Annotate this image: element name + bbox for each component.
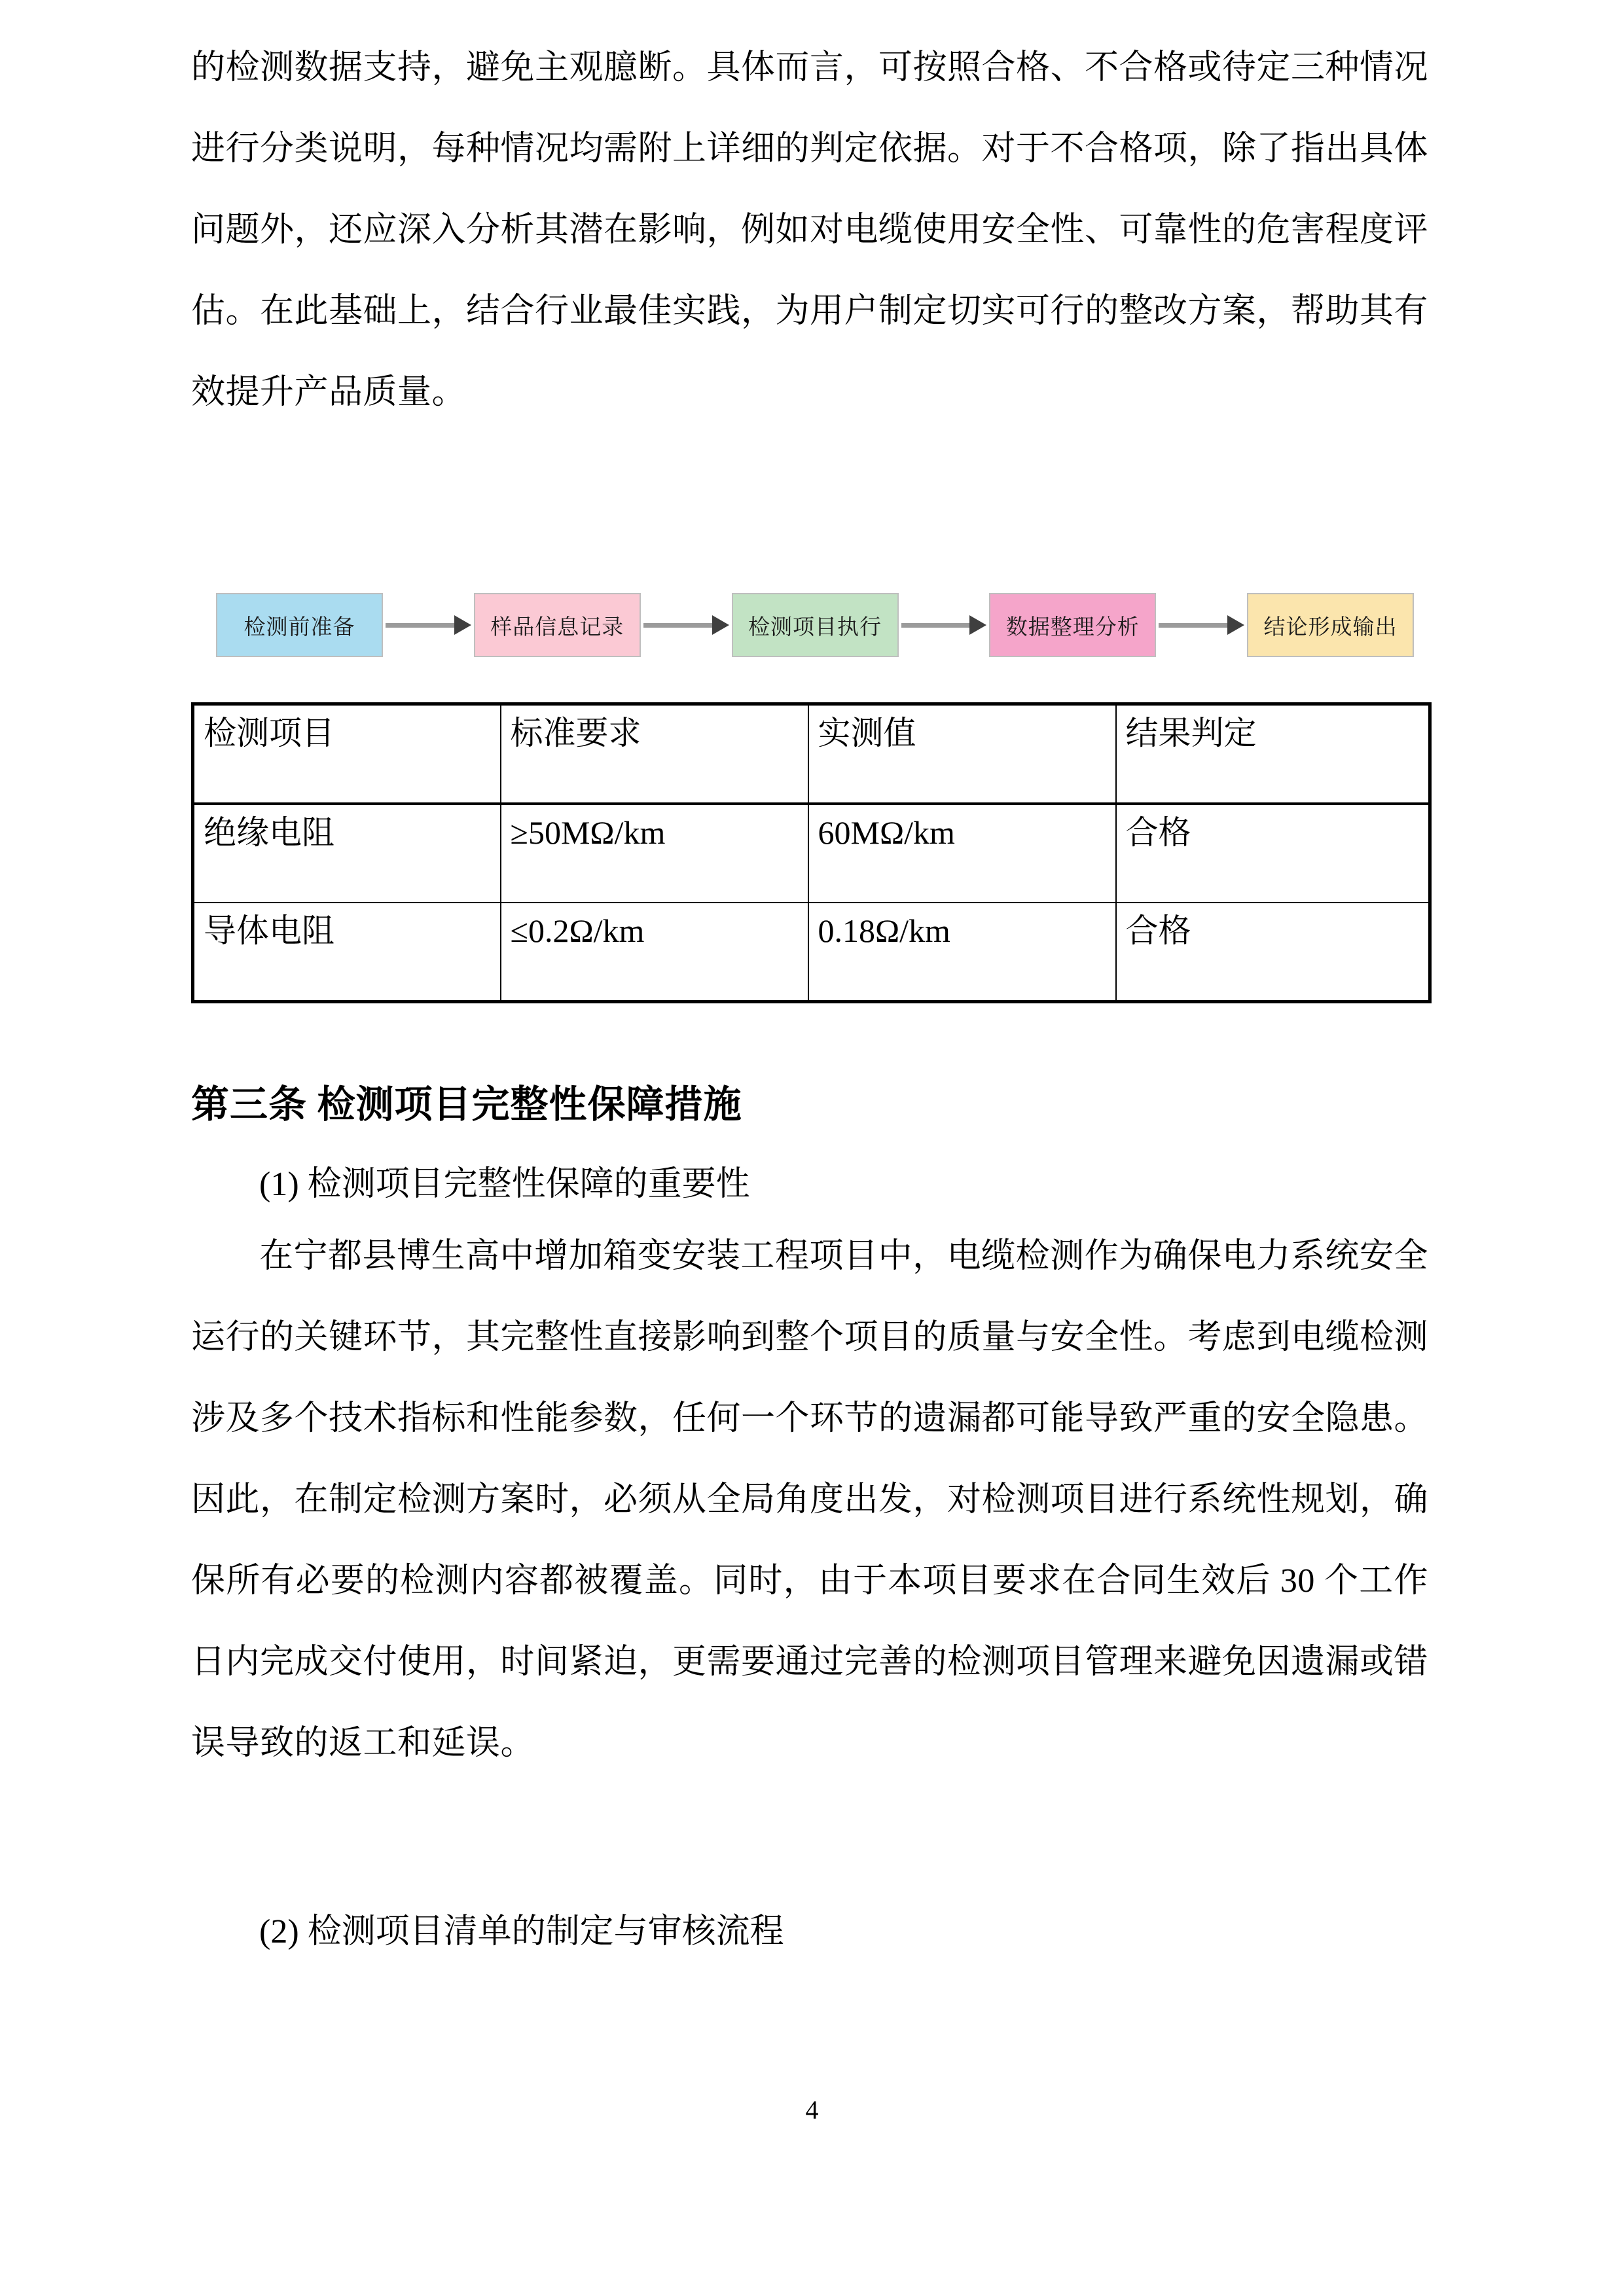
table-header-cell: 标准要求 xyxy=(501,704,808,804)
flow-arrow-shaft xyxy=(643,623,712,628)
flow-arrow-2 xyxy=(643,618,729,632)
page-number: 4 xyxy=(805,2095,819,2125)
subsection-1-body: 在宁都县博生高中增加箱变安装工程项目中，电缆检测作为确保电力系统安全运行的关键环节，其完整性直接影响到整个项目的质量与安全性。考虑到电缆检测涉及多个技术指标和性能参数，任何一个环节的遗漏都可能导致严重的安全隐患。因此，在制定检测方案时，必须从全局角度出发，对检测项目进行系统性规划，确保所有必要的检测内容都被覆盖。同时，由于本项目要求在合同生效后 30 个工作日内完成交付使用，时间紧迫，更需要通过完善的检测项目管理来避免因遗漏或错误导致的返工和延误。 xyxy=(191,1238,1429,1762)
flow-arrow-shaft xyxy=(386,623,454,628)
table-cell: 绝缘电阻 xyxy=(193,804,501,903)
process-flowchart xyxy=(216,586,1414,664)
flow-arrow-4 xyxy=(1159,618,1244,632)
table-cell: ≥50MΩ/km xyxy=(501,804,808,903)
table-header-row xyxy=(193,704,1430,804)
article-heading: 第三条 检测项目完整性保障措施 xyxy=(191,1083,742,1126)
table-cell: 导体电阻 xyxy=(193,903,501,1002)
flow-step-5-label: 结论形成输出 xyxy=(1263,614,1398,639)
table-header-cell: 实测值 xyxy=(808,704,1116,804)
flowchart-row xyxy=(216,586,1414,664)
test-results-table-wrap xyxy=(191,702,1428,1003)
table-row xyxy=(193,804,1430,903)
flow-step-4[interactable] xyxy=(989,593,1156,657)
table-header-cell: 结果判定 xyxy=(1116,704,1430,804)
flow-arrow-head-icon xyxy=(1227,615,1244,635)
flow-arrow-head-icon xyxy=(712,615,729,635)
flow-step-4-label: 数据整理分析 xyxy=(1005,614,1140,639)
test-results-table xyxy=(191,702,1432,1003)
table-cell: 合格 xyxy=(1116,804,1430,903)
table-cell: 合格 xyxy=(1116,903,1430,1002)
flow-arrow-head-icon xyxy=(454,615,471,635)
flow-step-5[interactable] xyxy=(1247,593,1414,657)
flow-arrow-3 xyxy=(901,618,987,632)
top-paragraph-block xyxy=(191,27,1428,433)
flow-step-1-label: 检测前准备 xyxy=(244,614,355,639)
flow-step-2-label: 样品信息记录 xyxy=(490,614,624,639)
flow-arrow-shaft xyxy=(901,623,970,628)
flow-arrow-head-icon xyxy=(969,615,986,635)
table-cell: ≤0.2Ω/km xyxy=(501,903,808,1002)
table-cell: 60MΩ/km xyxy=(808,804,1116,903)
table-header-cell: 检测项目 xyxy=(193,704,501,804)
flow-step-1[interactable] xyxy=(216,593,383,657)
subsection-1-body-block xyxy=(191,1216,1428,1784)
flow-step-3[interactable] xyxy=(732,593,899,657)
top-paragraph: 的检测数据支持，避免主观臆断。具体而言，可按照合格、不合格或待定三种情况进行分类说明，每种情况均需附上详细的判定依据。对于不合格项，除了指出具体问题外，还应深入分析其潜在影响，例如对电缆使用安全性、可靠性的危害程度评估。在此基础上，结合行业最佳实践，为用户制定切实可行的整改方案，帮助其有效提升产品质量。 xyxy=(191,49,1429,411)
table-row xyxy=(193,903,1430,1002)
table-cell: 0.18Ω/km xyxy=(808,903,1116,1002)
subsection-1-title: (1) 检测项目完整性保障的重要性 xyxy=(259,1166,750,1203)
subsection-2-title: (2) 检测项目清单的制定与审核流程 xyxy=(259,1913,784,1950)
flow-arrow-shaft xyxy=(1159,623,1227,628)
flow-step-3-label: 检测项目执行 xyxy=(748,614,882,639)
flow-step-2[interactable] xyxy=(474,593,641,657)
flow-arrow-1 xyxy=(386,618,471,632)
